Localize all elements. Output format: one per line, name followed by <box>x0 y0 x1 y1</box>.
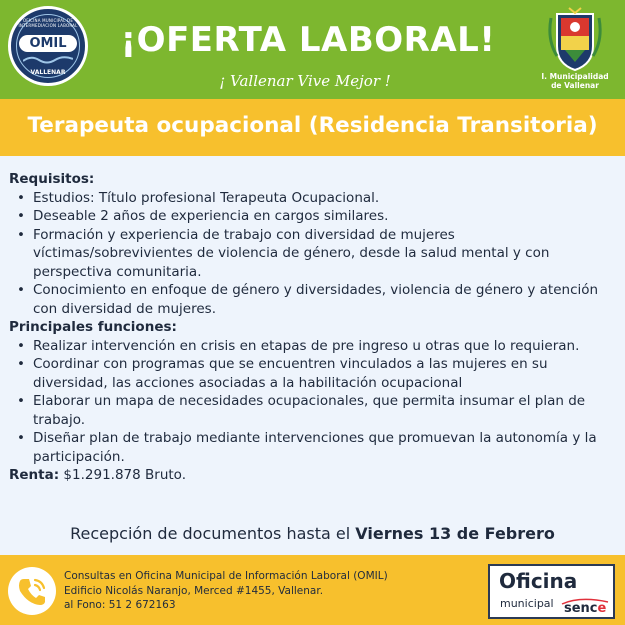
header-banner <box>0 0 625 99</box>
list-item: • Elaborar un mapa de necesidades ocupacionales, que permita insumar el plan de trabajo. <box>33 392 615 429</box>
job-details-text <box>9 170 615 485</box>
logo-municipal-text: municipal <box>500 597 554 610</box>
sence-brand-accent: e <box>597 601 607 616</box>
logo-oficina-text: Oficina <box>499 569 578 593</box>
municipality-name <box>532 72 618 90</box>
deadline-date: Viernes 13 de Febrero <box>355 524 555 543</box>
contact-line: Edificio Nicolás Naranjo, Merced #1455, Vallenar. <box>64 584 324 597</box>
list-item: • Formación y experiencia de trabajo con diversidad de mujeres víctimas/sobrevivientes de violencia de género, desde la salud mental y con perspectiva comunitaria. <box>33 226 615 282</box>
omil-logo-ring-text: OFICINA MUNICIPAL DE INTERMEDIACION LABORAL <box>18 18 78 28</box>
list-item: • Realizar intervención en crisis en etapas de pre ingreso u otras que lo requieran. <box>33 337 615 356</box>
phone-badge <box>8 567 56 615</box>
deadline-notice <box>0 524 625 544</box>
requirements-heading: Requisitos: <box>9 171 95 187</box>
salary <box>9 466 615 485</box>
omil-logo <box>8 6 88 86</box>
salary-label: Renta: <box>9 467 60 483</box>
job-details <box>0 156 625 555</box>
list-item: • Diseñar plan de trabajo mediante intervenciones que promuevan la autonomía y la participación. <box>33 429 615 466</box>
functions-list <box>9 337 615 467</box>
omil-logo-word: OMIL <box>19 35 77 52</box>
omil-logo-city: VALLENAR <box>30 69 66 76</box>
salary-value: $1.291.878 Bruto. <box>63 467 186 483</box>
deadline-text: Recepción de documentos hasta el <box>70 524 351 543</box>
footer <box>0 555 625 625</box>
page-title: ¡OFERTA LABORAL! <box>120 20 496 60</box>
list-item: • Conocimiento en enfoque de género y diversidades, violencia de género y atención con diversidad de mujeres. <box>33 281 615 318</box>
sence-brand <box>564 602 606 616</box>
municipality-crest-icon <box>547 6 603 72</box>
contact-info <box>64 569 464 613</box>
oficina-municipal-sence-logo <box>488 564 615 619</box>
omil-wave-icon <box>23 55 73 65</box>
sence-brand-prefix: senc <box>564 601 598 616</box>
phone-icon <box>8 567 56 615</box>
requirements-list <box>9 189 615 319</box>
functions-heading: Principales funciones: <box>9 319 177 335</box>
contact-line: al Fono: 51 2 672163 <box>64 599 176 611</box>
list-item: • Estudios: Título profesional Terapeuta Ocupacional. <box>33 189 615 208</box>
contact-line: Consultas en Oficina Municipal de Información Laboral (OMIL) <box>64 570 388 582</box>
job-title: Terapeuta ocupacional (Residencia Transitoria) <box>27 113 598 138</box>
list-item: • Deseable 2 años de experiencia en cargos similares. <box>33 207 615 226</box>
municipality-name-line1: I. Municipalidad <box>541 72 609 81</box>
job-title-band <box>0 99 625 156</box>
municipality-name-line2: de Vallenar <box>551 81 599 90</box>
list-item: • Coordinar con programas que se encuentren vinculados a las mujeres en su diversidad, las acciones asociadas a la habilitación ocupacional <box>33 355 615 392</box>
slogan: ¡ Vallenar Vive Mejor ! <box>219 72 391 90</box>
